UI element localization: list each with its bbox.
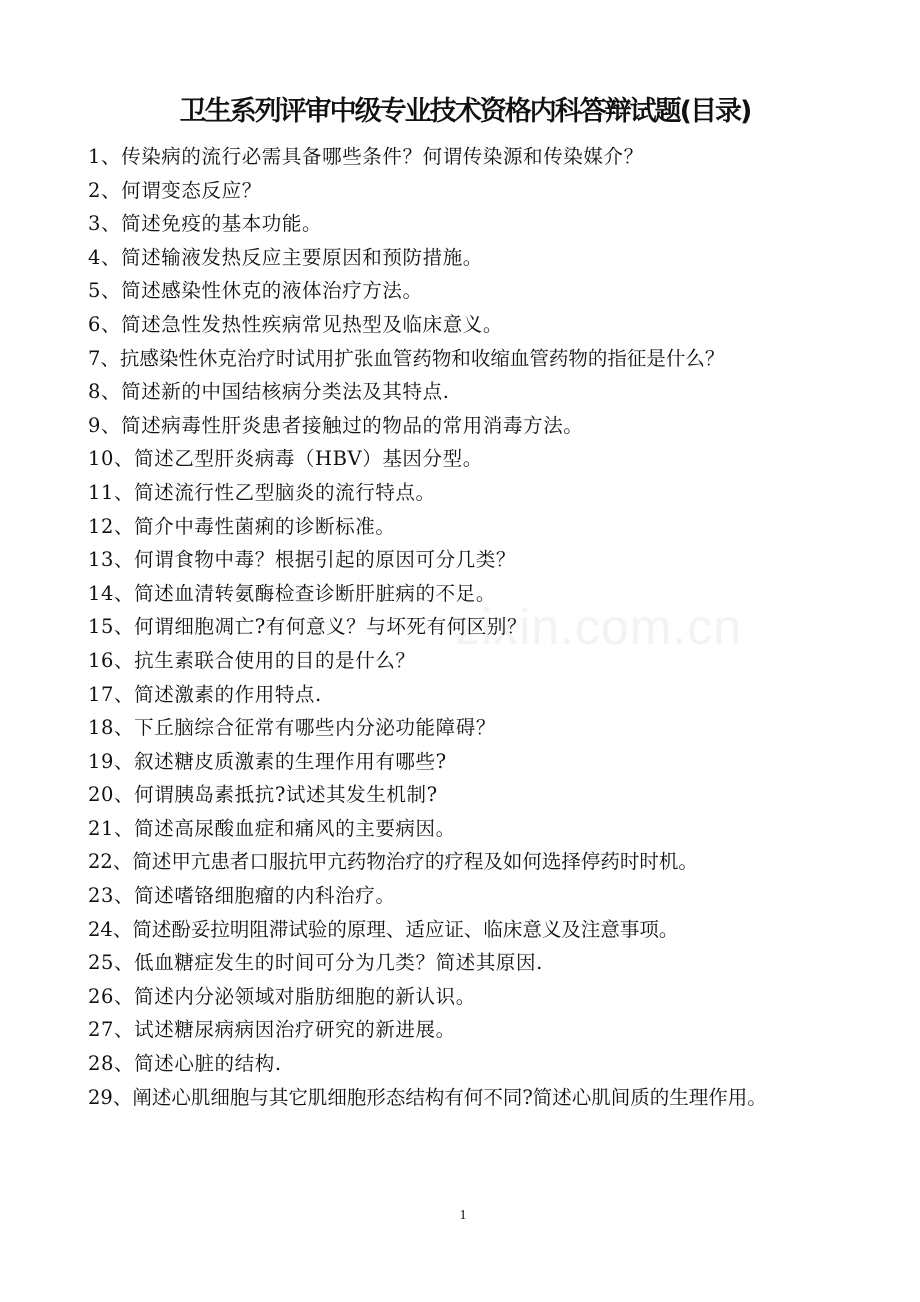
question-item: 3、简述免疫的基本功能。: [88, 212, 323, 236]
question-item: 20、何谓胰岛素抵抗?试述其发生机制?: [88, 783, 438, 807]
watermark-text: zixin.com.cn: [455, 599, 743, 655]
question-item: 28、简述心脏的结构.: [88, 1052, 282, 1076]
question-item: 21、简述高尿酸血症和痛风的主要病因。: [88, 816, 456, 840]
question-item: 6、简述急性发热性疾病常见热型及临床意义。: [88, 312, 504, 336]
question-item: 9、简述病毒性肝炎患者接触过的物品的常用消毒方法。: [88, 413, 584, 437]
question-item: 27、试述糖尿病病因治疗研究的新进展。: [88, 1018, 456, 1042]
question-item: 4、简述输液发热反应主要原因和预防措施。: [88, 245, 483, 269]
question-item: 22、简述甲亢患者口服抗甲亢药物治疗的疗程及如何选择停药时时机。: [88, 850, 698, 874]
question-item: 18、下丘脑综合征常有哪些内分泌功能障碍？: [88, 716, 496, 740]
question-item: 2、何谓变态反应？: [88, 178, 262, 202]
question-item: 10、简述乙型肝炎病毒（HBV）基因分型。: [88, 447, 483, 471]
question-item: 1、传染病的流行必需具备哪些条件？何谓传染源和传染媒介？: [88, 145, 644, 168]
document-title: 卫生系列评审中级专业技术资格内科答辩试题(目录): [179, 96, 751, 127]
question-item: 17、简述激素的作用特点.: [88, 682, 322, 706]
question-list: [88, 140, 838, 1114]
question-item: 14、简述血清转氨酶检查诊断肝脏病的不足。: [88, 581, 496, 605]
question-item: 8、简述新的中国结核病分类法及其特点.: [88, 380, 450, 404]
question-item: 13、何谓食物中毒？根据引起的原因可分几类？: [88, 548, 517, 572]
question-item: 5、简述感染性休克的液体治疗方法。: [88, 279, 423, 303]
question-item: 11、简述流行性乙型脑炎的流行特点。: [88, 480, 436, 504]
question-item: 26、简述内分泌领域对脂肪细胞的新认识。: [88, 984, 476, 1008]
question-item: 16、抗生素联合使用的目的是什么？: [88, 648, 416, 672]
question-item: 29、阐述心肌细胞与其它肌细胞形态结构有何不同?简述心肌间质的生理作用。: [88, 1085, 767, 1109]
question-item: 19、叙述糖皮质激素的生理作用有哪些?: [88, 749, 447, 773]
question-item: 12、简介中毒性菌痢的诊断标准。: [88, 514, 396, 538]
question-item: 24、简述酚妥拉明阻滞试验的原理、适应证、临床意义及注意事项。: [88, 917, 679, 941]
question-item: 15、何谓细胞凋亡?有何意义？与坏死有何区别？: [88, 615, 528, 639]
question-item: 25、低血糖症发生的时间可分为几类？简述其原因.: [88, 951, 543, 975]
page-number: 1: [459, 1208, 467, 1223]
question-item: 7、抗感染性休克治疗时试用扩张血管药物和收缩血管药物的指征是什么？: [88, 346, 725, 370]
question-item: 23、简述嗜铬细胞瘤的内科治疗。: [88, 884, 396, 908]
